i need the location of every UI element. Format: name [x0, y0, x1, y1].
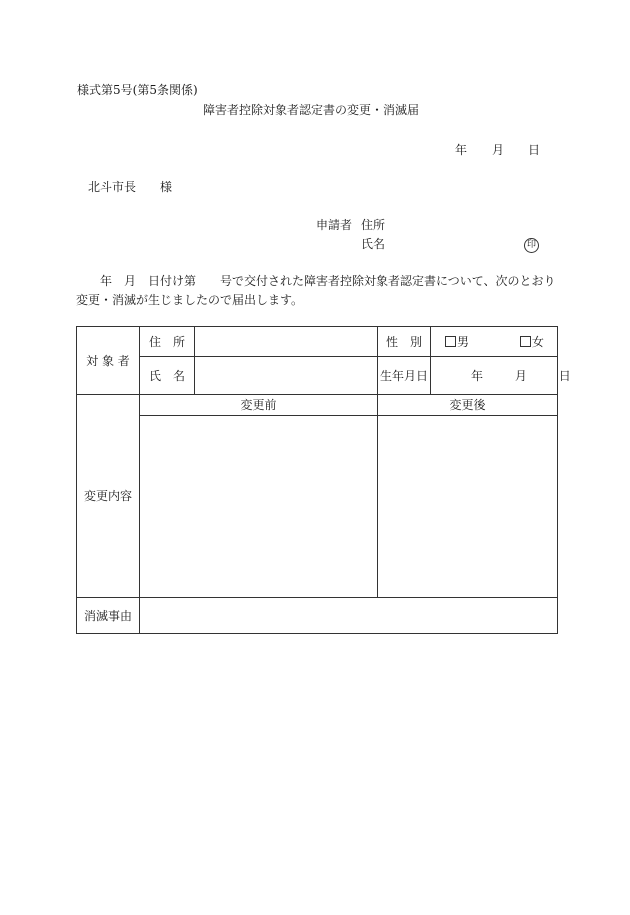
date-day: 日	[528, 143, 541, 157]
subject-label-cell	[77, 327, 140, 395]
before-header-cell	[140, 395, 378, 416]
before-content-field[interactable]	[140, 416, 378, 598]
addressee-name: 北斗市長	[88, 180, 137, 194]
after-header-cell	[378, 395, 558, 416]
female-option[interactable]	[520, 335, 544, 349]
applicant-name-label: 氏名	[361, 237, 386, 251]
female-label: 女	[531, 334, 544, 349]
subject-label: 対 象 者	[86, 353, 130, 368]
address-label: 住 所	[148, 334, 185, 349]
birth-month: 月	[514, 368, 527, 383]
reason-label: 消滅事由	[83, 608, 132, 623]
birthdate-label-cell	[378, 357, 431, 395]
gender-label-cell	[378, 327, 431, 357]
form-title: 障害者控除対象者認定書の変更・消滅届	[203, 103, 420, 117]
gender-options-cell	[431, 327, 558, 357]
notification-form-table	[76, 326, 571, 634]
birthdate-field[interactable]	[431, 357, 571, 395]
birthdate-label: 生年月日	[379, 368, 428, 383]
reason-field[interactable]	[140, 598, 558, 634]
applicant-label: 申請者	[316, 218, 353, 232]
male-option[interactable]	[445, 335, 469, 349]
name-label-cell	[140, 357, 195, 395]
before-label: 変更前	[240, 398, 277, 412]
body-line-2: 変更・消滅が生じましたので届出します。	[76, 293, 304, 307]
gender-label: 性 別	[385, 334, 422, 349]
applicant-address-label: 住所	[361, 218, 386, 232]
seal-icon	[524, 236, 539, 253]
after-content-field[interactable]	[378, 416, 558, 598]
reason-label-cell	[77, 598, 140, 634]
after-label: 変更後	[449, 398, 486, 412]
male-label: 男	[457, 334, 470, 349]
addressee-honorific: 様	[160, 180, 173, 194]
male-checkbox-icon[interactable]	[445, 336, 456, 347]
address-label-cell	[140, 327, 195, 357]
date-year: 年	[455, 143, 468, 157]
birth-day: 日	[558, 368, 571, 383]
name-label: 氏 名	[148, 368, 185, 383]
female-checkbox-icon[interactable]	[520, 336, 531, 347]
change-label: 変更内容	[83, 489, 132, 503]
form-number: 様式第5号(第5条関係)	[77, 83, 198, 97]
date-month: 月	[492, 143, 505, 157]
body-line-1: 年 月 日付け第 号で交付された障害者控除対象者認定書について、次のとおり	[100, 274, 556, 288]
address-field[interactable]	[195, 327, 378, 357]
seal-mark: 印	[524, 238, 539, 253]
birth-year: 年	[471, 368, 484, 383]
change-label-cell	[77, 395, 140, 598]
name-field[interactable]	[195, 357, 378, 395]
